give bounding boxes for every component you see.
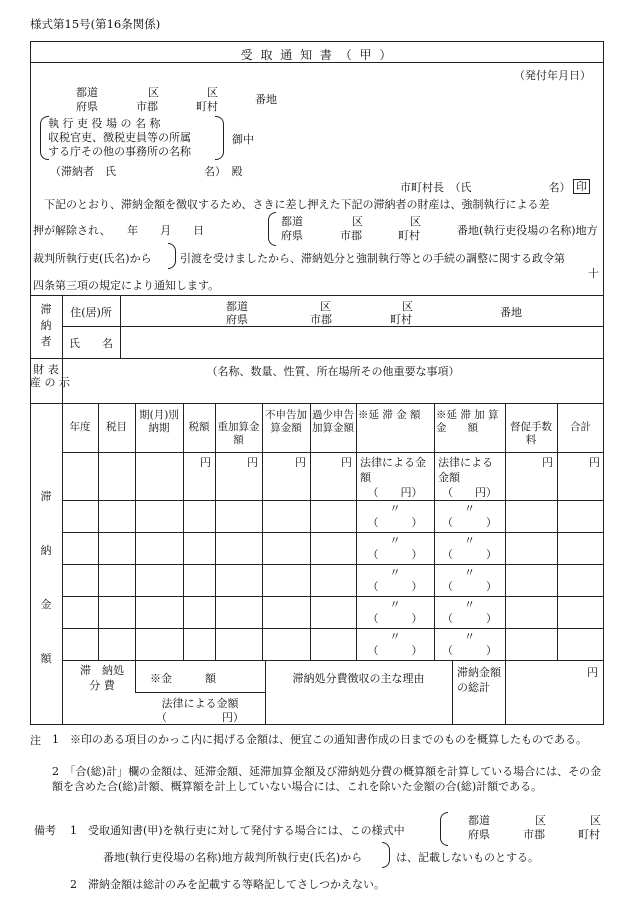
shobun-legal: 法律による金額 [161,697,239,710]
table-row-line [62,596,604,597]
biko-chouson: 町村 [578,828,600,841]
office-line: 執 行 吏 役 場 の 名 称 [48,117,161,130]
seal-text: 印 [573,179,590,194]
addr-bracket [268,212,276,246]
table-header-2: 期(月)別納期 [139,409,179,434]
taino-char: 者 [40,335,52,348]
table-header-6: 過少申告加算金額 [312,409,354,434]
ditto-mark: 〃 [464,598,475,611]
addr3-fuken: 府県 [226,313,248,326]
taino-banchi: 番地 [500,306,522,319]
line-h1 [30,295,604,296]
addr3-todo: 都道 [226,300,248,313]
form-title: 受 取 通 知 書 （ 甲 ） [240,48,394,62]
biko-1b: 番地(執行吏役場の名称)地方裁判所執行吏(氏名)から [103,851,363,864]
ditto-mark: 〃 [464,502,475,515]
biko-1c: は、記載しないものとする。 [396,851,539,864]
table-header-9: 督促手数 料 [510,421,563,446]
table-row-line [62,564,604,565]
ditto-paren: （ ） [442,612,497,625]
notes-label: 注 [30,734,41,747]
form-number: 様式第15号(第16条関係) [30,17,161,31]
table-header-5: 不申告加算金額 [265,409,307,434]
line-h6 [135,692,265,693]
line-h5 [62,660,604,661]
table-header-3: 税額 [188,421,210,433]
addr2-todo: 都道 [281,215,303,228]
shobun-reason: 滞納処分費徴収の主な理由 [292,672,425,685]
addr2-ku2: 区 [410,215,421,228]
addr3-ku: 区 [320,300,331,313]
body-line-2a: 押が解除され、 年 月 日 [33,224,205,237]
table-header-7: ※延 滞 金 額 [358,409,421,421]
body-line-2b: 番地(執行吏役場の名称)地方 [457,224,598,237]
biko-label: 備考 [34,824,56,837]
addr-shigun: 市郡 [136,100,158,113]
zaisan-note: （名称、数量、性質、所在場所その他重要な事項） [206,365,460,378]
ditto-paren: （ ） [442,516,497,529]
legal-amount: 法律による金額 [360,456,426,484]
office-line: 収税官吏、徴税吏員等の所属 [48,131,191,144]
seal-mark [573,178,590,194]
ditto-paren: （ ） [442,580,497,593]
table-row-line [62,532,604,533]
shobun-amount: ※金 額 [150,672,216,685]
addr3-ku2: 区 [402,300,413,313]
ditto-paren: （ ） [367,612,423,625]
addr3-chouson: 町村 [390,313,412,326]
biko-todo: 都道 [468,814,490,827]
legal-paren: （ 円） [367,486,423,499]
biko-2: 2 滞納金額は総計のみを記載する等略記してさしつかえない。 [70,878,385,891]
office-line: する庁その他の事務所の名称 [48,145,191,158]
table-header-10: 合計 [570,421,591,433]
biko-ku2: 区 [590,814,601,827]
note-2: 2 「合(総)計」欄の金額は、延滞金額、延滞加算金額及び滞納処分費の概算額を計算している場合には、その金額を含めた合(総)計額、概算額を計上していない場合には、これを除いた金額の合(総)計額である。 [52,765,602,793]
body-line-3b: 引渡を受けましたから、滞納処分と強制執行等との手続の調整に関する政令第 [180,252,565,265]
yen-mark: 円 [589,456,600,469]
yen-mark: 円 [200,456,211,469]
table-row-line [62,628,604,629]
biko-ku: 区 [535,814,546,827]
ditto-paren: （ ） [367,548,423,561]
addr-ku2: 区 [207,86,218,99]
legal-amount: 法律による金額 [438,456,493,484]
shimei-label: 氏 名 [69,337,113,350]
addr-banchi: 番地 [255,93,277,106]
addr-bracket-right [168,243,176,269]
zaisan-char: 財 表 [33,363,59,376]
legal-paren: （ 円） [442,486,497,499]
ditto-paren: （ ） [367,516,423,529]
mayor-line: 市町村長 （氏 名） [400,181,571,194]
ditto-paren: （ ） [367,580,423,593]
onchu: 御中 [232,133,254,146]
addr-ku: 区 [148,86,159,99]
line-h4 [30,403,604,404]
shobun-total: 滞納金額の総計 [457,666,501,694]
ditto-mark: 〃 [389,598,401,611]
zaisan-label [30,363,70,389]
taino-label [30,302,62,350]
line-v8 [505,660,506,725]
ditto-mark: 〃 [464,630,475,643]
side-char: 額 [40,652,52,665]
addr2-chouson: 町村 [398,229,420,242]
body-line-4: 四条第三項の規定により通知します。 [33,279,220,292]
ditto-paren: （ ） [442,644,497,657]
jukyo-label: 住(居)所 [70,306,112,319]
biko-1a: 1 受取通知書(甲)を執行吏に対して発付する場合には、この様式中 [70,824,405,837]
ditto-mark: 〃 [464,566,475,579]
yen-mark: 円 [295,456,306,469]
table-row-line [62,500,604,501]
addr2-ku: 区 [352,215,363,228]
body-line-1: 下記のとおり、滞納金額を徴収するため、さきに差し押えた下記の滞納者の財産は、強制執行による差 [44,198,550,211]
yen-mark: 円 [247,456,258,469]
yen-mark: 円 [542,456,553,469]
biko-bracket-right [382,842,390,868]
biko-fuken: 府県 [468,828,490,841]
body-line-3a: 裁判所執行吏(氏名)から [33,252,152,265]
line-v7 [452,660,453,725]
taino-char: 滞 [40,303,52,316]
title-divider [30,62,604,63]
addr-fuken: 府県 [76,100,98,113]
office-bracket-right [215,116,224,160]
biko-shigun: 市郡 [523,828,545,841]
taino-char: 納 [40,319,52,332]
yen-mark: 円 [341,456,352,469]
addr2-fuken: 府県 [281,229,303,242]
table-head-line [62,452,604,453]
addr3-shigun: 市郡 [310,313,332,326]
shobun-label: 滞 納処 分 費 [80,664,124,692]
ditto-paren: （ ） [442,548,497,561]
addr-todo: 都道 [76,86,98,99]
shobun-yen: 円 [587,666,598,679]
ditto-mark: 〃 [389,630,401,643]
table-header-1: 税目 [106,421,127,433]
line-v5 [135,660,136,692]
issue-date: （発付年月日） [514,69,591,82]
ditto-paren: （ ） [367,644,423,657]
body-ten: 十 [588,267,599,280]
side-char: 滞 [40,490,52,503]
side-char: 金 [40,598,52,611]
ditto-mark: 〃 [464,534,475,547]
ditto-mark: 〃 [389,502,401,515]
delinquent-name: （滞納者 氏 名） 殿 [50,165,243,178]
table-side-label [30,470,62,686]
addr-chouson: 町村 [196,100,218,113]
side-char: 納 [40,544,52,557]
line-h2 [62,326,604,327]
note-1: 1 ※印のある項目のかっこ内に掲げる金額は、便宜この通知書作成の日までのものを概算したものである。 [52,733,587,746]
addr2-shigun: 市郡 [340,229,362,242]
table-header-8: ※延 滞 加 算金 額 [436,409,499,434]
table-header-0: 年度 [69,421,91,433]
table-header-4: 重加算金 額 [217,421,270,446]
zaisan-char: 産 の 示 [30,376,70,389]
biko-bracket [440,812,448,846]
ditto-mark: 〃 [389,534,401,547]
shobun-legal-paren: （ 円） [156,711,244,724]
office-lines [48,117,191,159]
ditto-mark: 〃 [389,566,401,579]
line-h3 [30,358,604,359]
